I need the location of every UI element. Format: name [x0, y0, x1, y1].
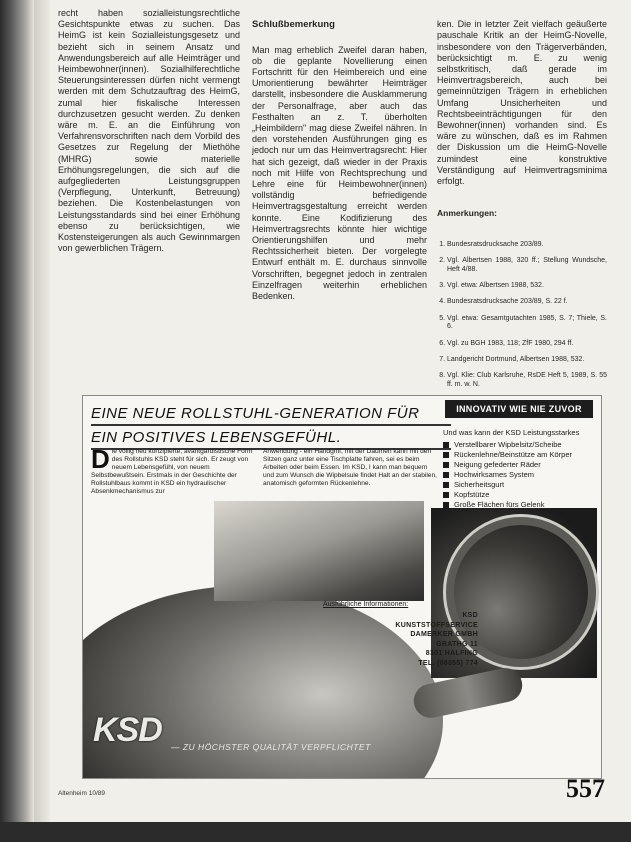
ad-headline [91, 404, 451, 452]
dealer-address: KSD KUNSTSTOFFSERVICE DAMERKER GMBH GRATHG 11 8301 HALFING TEL. (08055) 774 [395, 612, 478, 667]
ad-banner: INNOVATIV WIE NIE ZUVOR [445, 400, 593, 418]
note-item: 1. Bundesratsdrucksache 203/89. [447, 241, 607, 249]
note-item: 7. Landgericht Dortmund, Albertsen 1988, 532. [447, 356, 607, 364]
note-item: 5. Vgl. etwa: Gesamtgutachten 1985, S. 7; Thiele, S. 6. [447, 315, 607, 331]
note-item: 8. Vgl. Klie: Club Karlsruhe, RsDE Heft 5, 1989, S. 55 ff. m. w. N. [447, 372, 607, 388]
feature-item: Sicherheitsgurt [443, 480, 593, 490]
notes-heading: Anmerkungen: [437, 208, 497, 219]
note-item: 4. Bundesratsdrucksache 203/89, S. 22 f. [447, 298, 607, 306]
book-spine-shadow [0, 0, 34, 842]
scan-bottom-edge [0, 822, 631, 842]
dropcap-letter: D [91, 444, 110, 474]
ad-intro-body: ie völlig neu konzipierte, avantgardistische Form des Rollstuhls KSD steht für sich. Er zeugt von neuem Lebensgefühl, von neuem Selbstbewußtsein. Erstmals in der Geschichte der Rollstuhlbaus kommt in KSD ein hydraulischer Absenkmechanismus zur [91, 448, 253, 495]
conclusion-text: ken. Die in letzter Zeit vielfach geäußerte pauschale Kritik an der HeimG-Novelle, insbesondere von den Trägerverbänden, berücksichtigt m. E. zu wenig selbstkritisch, daß gerade im Heimvertragsbereich, auch bei gemeinnützigen Trägern in erheblichen Umfang Unsicherheiten und Rechtsbeeinträchtigungen für den Bewohner(innen) vorhanden sind. Es wäre zu wünschen, daß es im Rahmen der Diskussion um die HeimG-Novelle zumindest eine konstruktive Verständigung auf Heimvertragsminima erfolgt. [437, 19, 607, 187]
hand-operating-lever-photo [214, 501, 424, 601]
note-item: 2. Vgl. Albertsen 1988, 320 ff.; Stellung Wundsche, Heft 4/88. [447, 257, 607, 273]
section-heading: Schlußbemerkung [252, 19, 335, 31]
feature-item: Neigung gefederter Räder [443, 460, 593, 470]
feature-item: Verstellbarer Wipbelsitz/Scheibe [443, 440, 593, 450]
ksd-logo: KSD [93, 711, 162, 749]
wheelchair-advertisement [82, 395, 602, 779]
feature-item: Große Flächen fürs Gelenk [443, 500, 593, 510]
article-column-1: recht haben sozialleistungsrechtliche Gesichtspunkte etwas zu suchen. Das HeimG ist kein Sozialleistungsgesetz und bezieht sich in seinem Ansatz und Anwendungsbereich auf alle Heimträger und Heimbewohner(innen). Sozialhilferechtliche Steuerungsinteressen dürfen nicht vermengt werden mit dem Schutzauftrag des HeimG, zumal hier fiskalische Interessen durchzusetzen gesucht werden. Zu denken wäre m. E. an die Einführung von Verfahrensvorschriften nach dem Vorbild des Gesetzes zur Regelung der Miethöhe (MHRG) sowie materielle Erhöhungsregelungen, die sich auf die aufgegliederten Leistungsgruppen (Verpflegung, Unterkunft, Betreuung) beziehen. Die Kostenbelastungen von Leistungsstandards sind bei einer Erhöhung ebenso zu berücksichtigen, wie Kostensteigerungen als auch Gewinnmargen von gewerblichen Trägern. [58, 8, 240, 254]
feature-item: Hochwirksames System [443, 470, 593, 480]
note-item: 6. Vgl. zu BGH 1983, 118; ZfF 1980, 294 ff. [447, 340, 607, 348]
ad-tagline: — ZU HÖCHSTER QUALITÄT VERPFLICHTET [171, 742, 371, 752]
ad-body-text: Anwendung - ein Handgriff, mit der Daumen kann mit den Sitzen ganz unter eine Tischplatte fahren, sei es beim Arbeiten oder beim Essen. Im KSD, I kann man bequem und zum Wunsch die Wipbelsule findet Halt an der stabilen, anatomisch geformten Rückenlehne. [263, 448, 437, 487]
ad-features-box [443, 428, 593, 510]
feature-item: Rückenlehne/Beinstütze am Körper [443, 450, 593, 460]
ad-intro-text [91, 444, 256, 496]
note-item: 3. Vgl. etwa: Albertsen 1988, 532. [447, 282, 607, 290]
page-number: 557 [566, 774, 605, 803]
ad-headline-line-2: EIN POSITIVES LEBENSGEFÜHL. [91, 428, 451, 450]
features-heading: Und was kann der KSD Leistungsstarkes [443, 428, 580, 437]
page-gutter [34, 0, 50, 842]
ad-headline-line-1: EINE NEUE ROLLSTUHL-GENERATION FÜR [91, 404, 451, 426]
features-list [443, 440, 593, 510]
article-column-3 [437, 8, 607, 408]
journal-footer: Altenheim 10/89 [58, 790, 105, 797]
section-body: Man mag erheblich Zweifel daran haben, ob die geplante Novellierung einen Fortschritt für den Heimbereich und eine Umorientierung bewährter Heimträger darstellt, insbesondere die Ausklammerung der Personalfrage, aber auch das Festhalten an z. T. überholten „Heimbildern" mag diese Zweifel nähren. In den vorstehenden Ausführungen ging es jedoch nur um das Heimvertragsrecht: Hier hat sich gezeigt, daß wieder in der Praxis noch mit Hilfe von Rechtsprechung und Lehre eine für Heimbewohner(innen) vollständig befriedigende Heimvertragsgestaltung erreicht werden konnte. Eine Kodifizierung des Heimvertragsrechts könnte hier wichtige Orientierungshilfen und mehr Rechtssicherheit bieten. Der vorgelegte Entwurf enthält m. E. durchaus sinnvolle Vorschriften, begegnet jedoch in zentralen Einzelfragen weiterhin erheblichen Bedenken. [252, 44, 427, 302]
article-column-2 [252, 8, 427, 313]
feature-item: Kopfstütze [443, 490, 593, 500]
dealer-label: Ausführliche Informationen: [323, 601, 409, 608]
notes-list [437, 233, 607, 397]
